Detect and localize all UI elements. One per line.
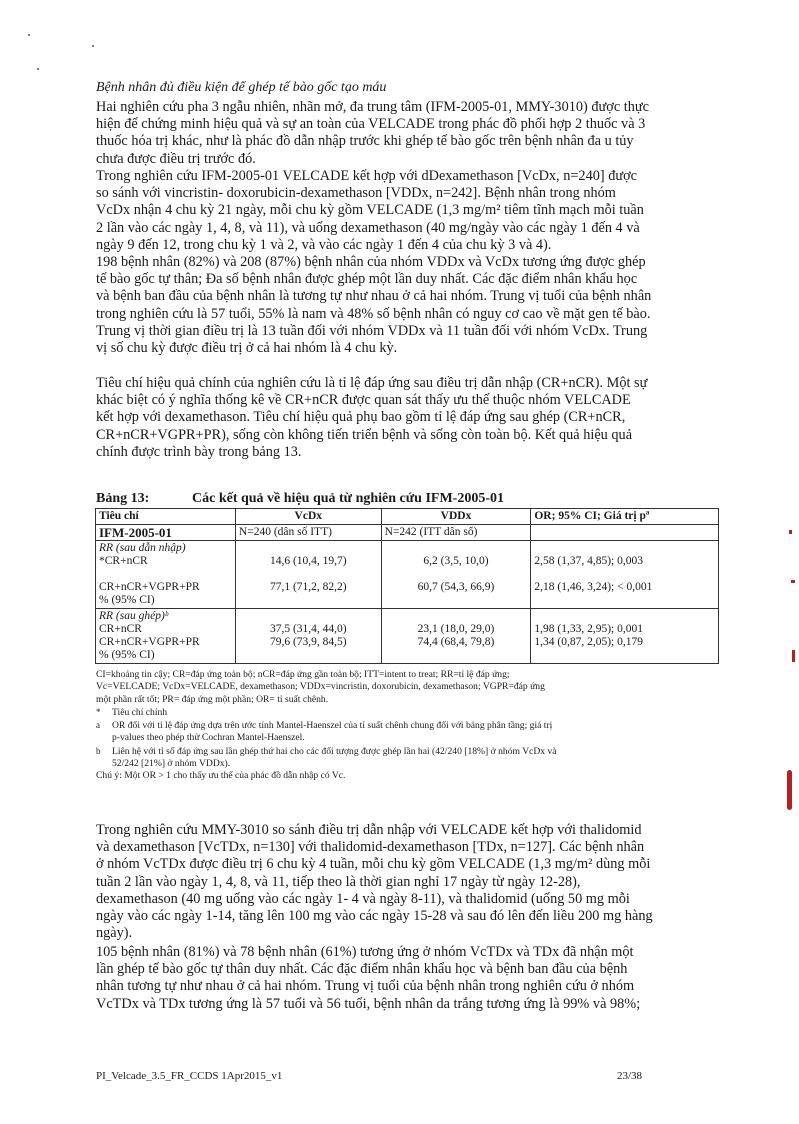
footnote-star [96,706,718,719]
text-line: và dexamethason [VcTDx, n=130] với thalidomid-dexamethason [TDx, n=127]. Các bệnh nhân [96,839,645,856]
note-line: một phần rất tốt; PR= đáp ứng một phần; OR= tỉ suất chênh. [96,693,329,705]
footer-doc-id: PI_Velcade_3.5_FR_CCDS 1Apr2015_v1 [96,1070,283,1082]
study-row [96,525,719,541]
footnote-note: Chú ý: Một OR > 1 cho thấy ưu thế của phác đồ dẫn nhập có Vc. [96,770,346,782]
scan-speck [37,68,39,70]
table-notes [96,669,718,783]
table-cell [381,541,531,609]
footnote-mark: a [96,720,100,731]
table-caption [96,491,504,507]
text-line: VcDx nhận 4 chu kỳ 21 ngày, mỗi chu kỳ gồm VELCADE (1,3 mg/m² tiêm tĩnh mạch mỗi tuần [96,202,644,219]
table-title: Các kết quả về hiệu quả từ nghiên cứu IFM-2005-01 [192,491,504,506]
column-header: VDDx [381,509,531,525]
text-line: chính được trình bày trong bảng 13. [96,443,302,460]
table-cell [531,541,719,609]
text-line: Tiêu chí hiệu quả chính của nghiên cứu là tỉ lệ đáp ứng sau điều trị dẫn nhập (CR+nCR). Một sự [96,375,648,391]
footnote-b [96,745,718,758]
text-line: dexamethason (40 mg uống vào các ngày 1- 4 và ngày 8-11), và thalidomid (uống 50 mg mỗi [96,890,630,907]
text-line: tuần 2 lần vào ngày 1, 4, 8, và 11, tiếp theo là thời gian nghỉ 17 ngày từ ngày 12-28), [96,873,581,890]
scan-speck [28,34,30,36]
text-line: kết hợp với dexamethason. Tiêu chí hiệu quả phụ bao gồm tỉ lệ đáp ứng sau ghép (CR+nCR, [96,409,626,426]
text-line: CR+nCR+VGPR+PR), sống còn không tiến triển bệnh và sống còn toàn bộ. Kết quả hiệu quả [96,426,633,443]
row-label: *CR+nCR [99,555,148,567]
row-label: % (95% CI) [99,649,155,661]
text-line: tế bào gốc tự thân; Đa số bệnh nhân được ghép một lần duy nhất. Các đặc điểm nhân khẩu học [96,271,638,288]
text-line: VcTDx và TDx tương ứng là 57 tuổi và 56 tuổi, bệnh nhân da trắng tương ứng là 99% và 98%; [96,995,641,1012]
text-line: trong nghiên cứu là 57 tuổi, 55% là nam và 48% số bệnh nhân có nguy cơ cao về mặt gen tế bào. [96,305,651,322]
row-label: CR+nCR+VGPR+PR [99,636,200,648]
note-line: CI=khoảng tin cậy; CR=đáp ứng toàn bộ; nCR=đáp ứng gần toàn bộ; ITT=intent to treat; RR=tỉ lệ đáp ứng; [96,669,510,680]
cell-value: 1,34 (0,87, 2,05); 0,179 [534,636,643,648]
text-line: khác biệt có ý nghĩa thống kê về CR+nCR được quan sát thấy ưu thế thuộc nhóm VELCADE [96,392,631,409]
group-label: RR (sau dẫn nhập) [99,542,186,554]
table-cell [531,609,719,664]
text-line: vị số chu kỳ được điều trị ở cả hai nhóm là 4 chu kỳ. [96,340,398,357]
scan-edge-mark [787,770,792,810]
text-line: và bệnh ban đầu của bệnh nhân là tương tự như nhau ở cả hai nhóm. Trung vị tuổi của bệnh nhân [96,288,652,305]
scan-edge-mark [789,530,792,534]
table-cell: N=240 (dân số ITT) [235,525,381,541]
group-label: RR (sau ghép)ᵇ [99,610,168,622]
cell-value: 60,7 (54,3, 66,9) [417,581,495,593]
footnote-a-cont: p-values theo phép thử Cochran Mantel-Haenszel. [112,732,305,744]
row-label: CR+nCR [99,623,142,635]
text-line: thuốc hóa trị khác, như là phác đồ dẫn nhập trước khi ghép tế bào gốc trên bệnh nhân đa u tủy [96,133,634,150]
text-line: ngày 9 đến 12, trong chu kỳ 1 và 2, và vào các ngày 1 đến 4 của chu kỳ 3 và 4). [96,236,552,253]
footnote-text: Liên hệ với tỉ số đáp ứng sau lần ghép thứ hai cho các đối tượng được ghép lần hai (42/240 [18%] ở nhóm VcDx và [112,745,557,757]
text-line: Hai nghiên cứu pha 3 ngẫu nhiên, nhãn mở, đa trung tâm (IFM-2005-01, MMY-3010) được thực [96,99,649,115]
table-cell [96,541,236,609]
text-line: ngày vào các ngày 1-14, tăng lên 100 mg vào các ngày 15-28 và sau đó lên đến liều 200 mg hàng [96,908,653,925]
paragraph-4 [96,375,718,461]
cell-value: 37,5 (31,4, 44,0) [269,623,347,635]
table-cell [235,541,381,609]
text-line: 198 bệnh nhân (82%) và 208 (87%) bệnh nhân của nhóm VDDx và VcDx tương ứng được ghép [96,254,646,270]
note-line: Vc=VELCADE; VcDx=VELCADE, dexamethason; VDDx=vincristin, doxorubicin, dexamethason; VGPR=đáp ứng [96,681,545,693]
column-header: VcDx [235,509,381,525]
column-header: OR; 95% CI; Giá trị pª [531,509,719,525]
cell-value: 14,6 (10,4, 19,7) [269,555,347,567]
footer-page-number: 23/38 [617,1070,643,1082]
table-header-row [96,509,719,525]
section-title: Bệnh nhân đủ điều kiện để ghép tế bào gốc tạo máu [96,80,387,95]
table-cell [96,609,236,664]
cell-value: 1,98 (1,33, 2,95); 0,001 [534,623,643,635]
table-cell [531,525,719,541]
cell-value: 74,4 (68,4, 79,8) [417,636,495,648]
footnote-a [96,719,718,732]
scan-edge-mark [792,650,795,662]
paragraph-3 [96,254,718,357]
text-line: hiện để chứng minh hiệu quả và sự an toàn của VELCADE trong phác đồ phối hợp 2 thuốc và 3 [96,116,646,133]
table-row [96,609,719,664]
footnote-b-cont: 52/242 [21%] ở nhóm VDDx). [112,758,231,770]
text-line: 105 bệnh nhân (81%) và 78 bệnh nhân (61%) tương ứng ở nhóm VcTDx và TDx đã nhận một [96,944,634,960]
text-line: Trung vị thời gian điều trị là 13 tuần đối với nhóm VDDx và 11 tuần đối với nhóm VcDx. Trung [96,322,648,339]
row-label: CR+nCR+VGPR+PR [99,581,200,593]
column-header: Tiêu chí [96,509,236,525]
table-row [96,541,719,609]
table-label: Bảng 13: [96,491,150,506]
paragraph-5 [96,822,718,942]
row-label: % (95% CI) [99,594,155,606]
text-line: Trong nghiên cứu MMY-3010 so sánh điều trị dẫn nhập với VELCADE kết hợp với thalidomid [96,822,642,838]
footnote-mark: b [96,745,101,756]
table-cell: IFM-2005-01 [96,525,236,541]
cell-value: 6,2 (3,5, 10,0) [423,555,489,567]
paragraph-1 [96,99,718,168]
cell-value: 77,1 (71,2, 82,2) [269,581,347,593]
text-line: so sánh với vincristin- doxorubicin-dexamethason [VDDx, n=242]. Bệnh nhân trong nhóm [96,185,616,202]
table-cell: N=242 (ITT dân số) [381,525,531,541]
scan-edge-mark [791,580,795,583]
paragraph-6 [96,944,718,1013]
footnote-text: Tiêu chí chính [112,706,168,718]
text-line: ở nhóm VcTDx được điều trị 6 chu kỳ 4 tuần, mỗi chu kỳ gồm VELCADE (1,3 mg/m² dùng mỗi [96,856,651,873]
text-line: Trong nghiên cứu IFM-2005-01 VELCADE kết hợp với dDexamethason [VcDx, n=240] được [96,168,638,184]
table-cell [235,609,381,664]
text-line: lần ghép tế bào gốc tự thân duy nhất. Các đặc điểm nhân khẩu học và bệnh ban đầu của bệnh [96,961,628,978]
text-line: ngày). [96,925,133,942]
paragraph-2 [96,168,718,254]
cell-value: 23,1 (18,0, 29,0) [417,623,495,635]
footnote-mark: * [96,706,101,717]
table-cell [381,609,531,664]
text-line: chưa được điều trị trước đó. [96,150,256,167]
text-line: nhân tương tự như nhau ở cả hai nhóm. Trung vị tuổi của bệnh nhân trong nghiên cứu ở nhóm [96,978,635,995]
footnote-text: OR đối với tỉ lệ đáp ứng dựa trên ước tính Mantel-Haenszel của tỉ suất chênh chung đối với bảng phân tầng; giá trị [112,720,553,732]
cell-value: 2,58 (1,37, 4,85); 0,003 [534,555,643,567]
results-table [95,508,719,664]
scan-speck [92,45,94,47]
text-line: 2 lần vào các ngày 1, 4, 8, và 11), và uống dexamethason (40 mg/ngày vào các ngày 1 đến 4 và [96,219,640,236]
cell-value: 2,18 (1,46, 3,24); < 0,001 [534,581,653,593]
cell-value: 79,6 (73,9, 84,5) [269,636,347,648]
